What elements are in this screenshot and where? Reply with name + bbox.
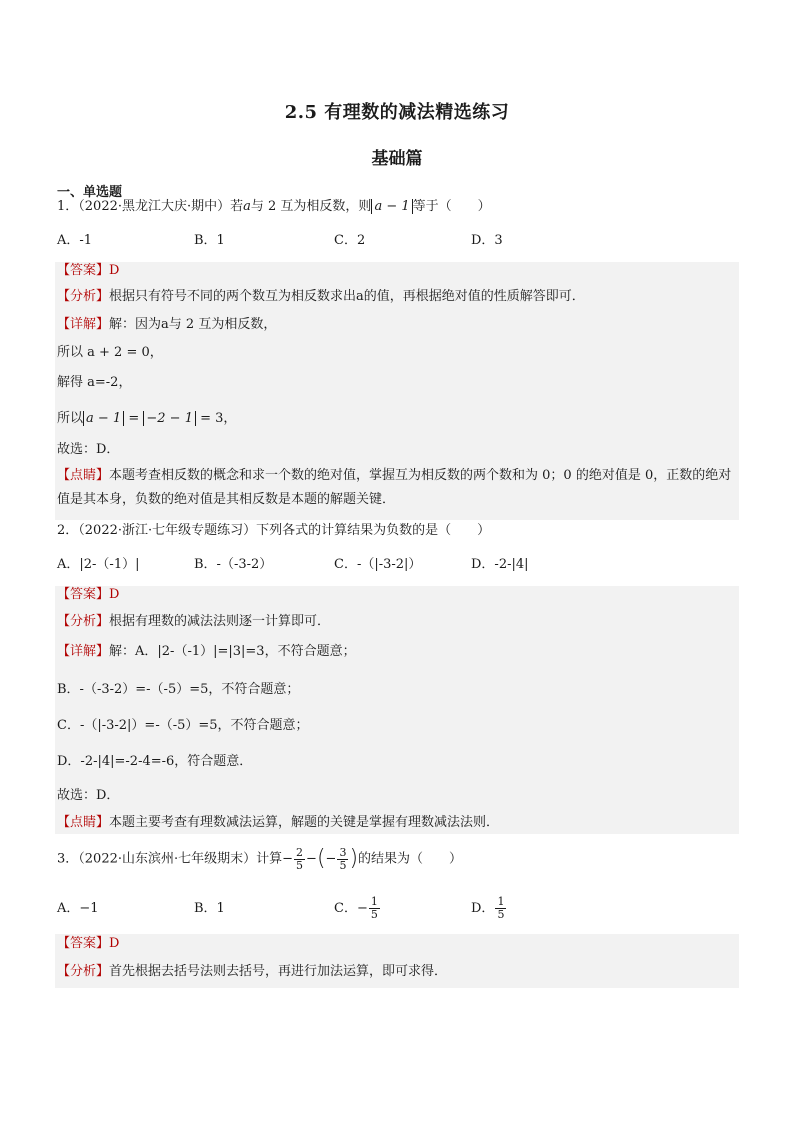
question-3-options (57, 894, 757, 928)
option-c: C．2 (334, 233, 366, 248)
section-heading: 一、单选题 (57, 185, 123, 200)
page-title: 2.5 有理数的减法精选练习 (284, 102, 510, 123)
option-b: B．1 (194, 233, 225, 248)
option-a: A．-1 (57, 233, 93, 248)
option-c: C．− $\frac{1}{5}$ (334, 895, 378, 921)
page-subtitle: 基础篇 (371, 149, 423, 169)
fraction: $\frac{1}{5}$ (497, 895, 505, 921)
q1-analysis: 【分析】根据只有符号不同的两个数互为相反数求出a的值，再根据绝对值的性质解答即可． (57, 289, 585, 304)
option-d: D． $\frac{1}{5}$ (471, 895, 505, 921)
q1-detail-1: 【详解】解：因为a与 2 互为相反数， (57, 317, 277, 332)
q2-comment: 【点睛】本题主要考查有理数减法运算，解题的关键是掌握有理数减法法则． (57, 815, 500, 830)
option-d: D．-2-|4| (471, 557, 529, 572)
q3-analysis: 【分析】首先根据去括号法则去括号，再进行加法运算，即可求得． (57, 964, 448, 979)
question-2-options (57, 553, 757, 573)
q2-answer: 【答案】D (57, 587, 120, 602)
question-3-stem: 3．（2022·山东滨州·七年级期末）计算− $\frac{2}{5}$ −(− $\frac{3}{5}$ )的结果为（ ） (57, 845, 463, 872)
option-a: A．|2-（-1）| (57, 557, 140, 572)
q1-detail-3: 解得 a=-2， (57, 375, 132, 390)
question-2-stem: 2．（2022·浙江·七年级专题练习）下列各式的计算结果为负数的是（ ） (57, 523, 491, 538)
question-1-options (57, 229, 757, 249)
q3-answer: 【答案】D (57, 936, 120, 951)
q2-analysis: 【分析】根据有理数的减法法则逐一计算即可． (57, 614, 331, 629)
q2-detail-4: D．-2-|4|=-2-4=-6，符合题意． (57, 754, 253, 769)
fraction: $\frac{2}{5}$ (296, 845, 304, 872)
option-d: D．3 (471, 233, 503, 248)
q1-detail-2: 所以 a + 2 = 0， (57, 345, 163, 360)
q2-detail-3: C．-（|-3-2|）=-（-5）=5，不符合题意； (57, 718, 309, 733)
q2-detail-1: 【详解】解：A．|2-（-1）|=|3|=3，不符合题意； (57, 644, 356, 659)
fraction: $\frac{1}{5}$ (370, 895, 378, 921)
q2-conclusion: 故选：D． (57, 788, 120, 803)
q1-conclusion: 故选：D． (57, 442, 120, 457)
q1-detail-4: 所以 a − 1 = −2 − 1 = 3， (57, 411, 237, 426)
question-1-stem: 1．（2022·黑龙江大庆·期中）若a与 2 互为相反数，则 a − 1 等于（ ） (57, 199, 491, 214)
q2-detail-2: B．-（-3-2）=-（-5）=5，不符合题意； (57, 682, 300, 697)
abs-expression: a − 1 (371, 199, 412, 214)
q1-answer: 【答案】D (57, 263, 120, 278)
option-a: A．−1 (57, 901, 99, 916)
option-c: C．-（|-3-2|） (334, 557, 422, 572)
option-b: B．1 (194, 901, 225, 916)
fraction: $\frac{3}{5}$ (339, 845, 347, 872)
option-b: B．-（-3-2） (194, 557, 273, 572)
q1-comment: 【点睛】本题考查相反数的概念和求一个数的绝对值，掌握互为相反数的两个数和为 0；0 的绝对值是 0，正数的绝对值是其本身，负数的绝对值是其相反数是本题的解题关键． (57, 468, 732, 507)
